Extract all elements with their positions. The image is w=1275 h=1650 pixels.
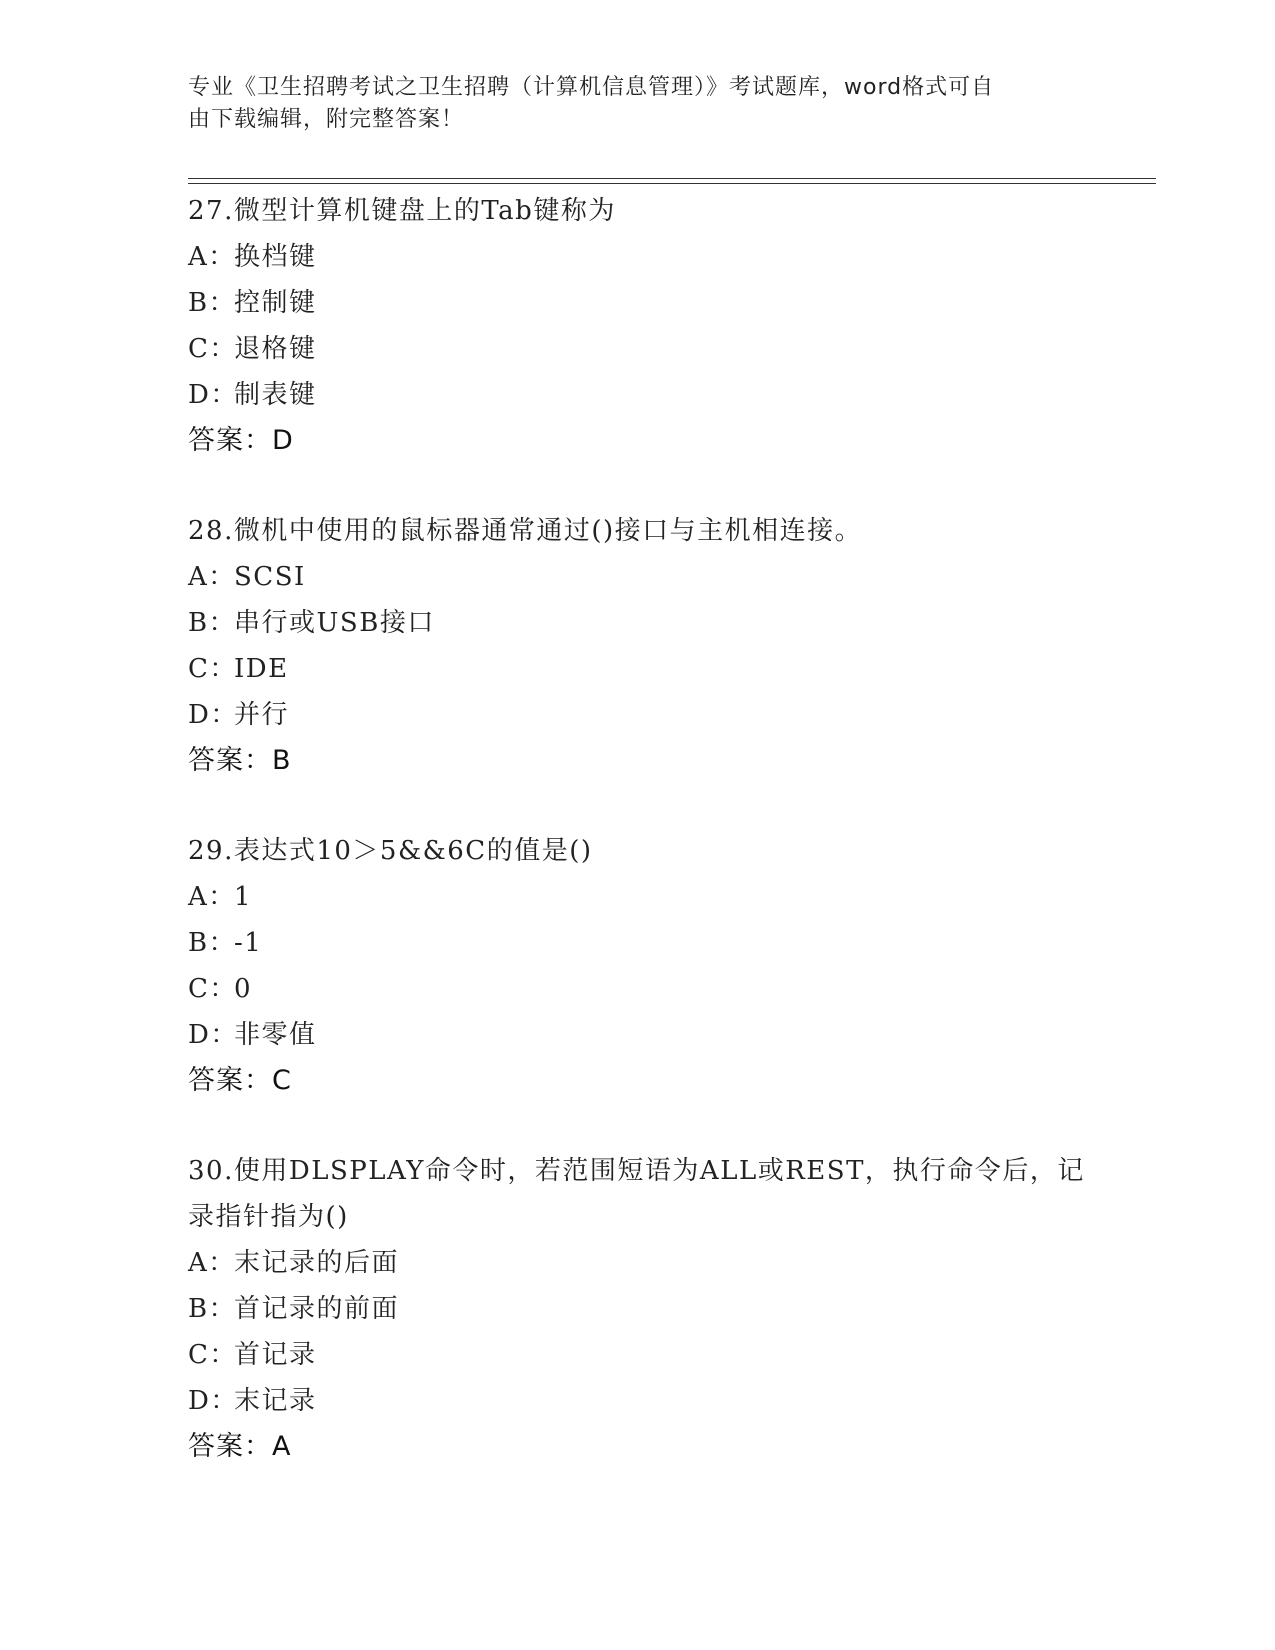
option-text: 换档键 [234,242,317,272]
option-letter: A： [188,562,236,592]
option-text: 串行或USB接口 [234,608,435,638]
option-a [188,554,1088,600]
option-text: SCSI [234,562,306,592]
option-letter: A： [188,1248,236,1278]
question-stem: 29.表达式10＞5&&6C的值是() [188,836,593,866]
option-b [188,280,1088,326]
option-a [188,234,1088,280]
option-text: 控制键 [234,288,317,318]
option-letter: D： [188,1386,238,1416]
option-letter: C： [188,654,237,684]
option-letter: D： [188,700,238,730]
option-letter: A： [188,882,236,912]
option-d [188,1378,1088,1424]
option-b [188,920,1088,966]
option-text: 首记录的前面 [234,1294,400,1324]
option-letter: B： [188,608,237,638]
option-a [188,1240,1088,1286]
option-c [188,966,1088,1012]
option-text: 0 [234,974,253,1004]
option-text: IDE [234,654,289,684]
option-text: 首记录 [234,1340,317,1370]
document-header [188,72,1068,136]
option-letter: B： [188,928,237,958]
option-text: 非零值 [234,1020,317,1050]
option-text: 并行 [234,700,290,730]
option-text: 1 [234,882,253,912]
question-30 [188,1148,1088,1470]
answer-line: 答案：A [188,1431,292,1462]
header-line-2: 由下载编辑，附完整答案！ [188,107,465,132]
header-divider-bottom [188,183,1156,184]
option-a [188,874,1088,920]
option-text: -1 [234,928,263,958]
option-letter: B： [188,288,237,318]
option-c [188,646,1088,692]
option-text: 制表键 [234,380,317,410]
question-stem: 27.微型计算机键盘上的Tab键称为 [188,196,616,226]
question-29 [188,828,1088,1104]
option-letter: D： [188,1020,238,1050]
option-text: 末记录的后面 [234,1248,400,1278]
question-stem: 28.微机中使用的鼠标器通常通过()接口与主机相连接。 [188,516,863,546]
option-d [188,692,1088,738]
answer-line: 答案：C [188,1065,292,1096]
option-letter: B： [188,1294,237,1324]
option-c [188,326,1088,372]
option-letter: C： [188,1340,237,1370]
option-letter: C： [188,334,237,364]
header-divider-top [188,178,1156,179]
option-letter: C： [188,974,237,1004]
option-text: 末记录 [234,1386,317,1416]
option-c [188,1332,1088,1378]
option-d [188,1012,1088,1058]
question-28 [188,508,1088,784]
option-letter: A： [188,242,236,272]
option-letter: D： [188,380,238,410]
question-stem: 30.使用DLSPLAY命令时，若范围短语为ALL或REST，执行命令后，记录指针指为() [188,1156,1085,1232]
option-d [188,372,1088,418]
question-27 [188,188,1088,464]
answer-line: 答案：B [188,745,292,776]
option-text: 退格键 [234,334,317,364]
option-b [188,600,1088,646]
answer-line: 答案：D [188,425,294,456]
header-line-1: 专业《卫生招聘考试之卫生招聘（计算机信息管理）》考试题库，word格式可自 [188,75,995,100]
option-b [188,1286,1088,1332]
